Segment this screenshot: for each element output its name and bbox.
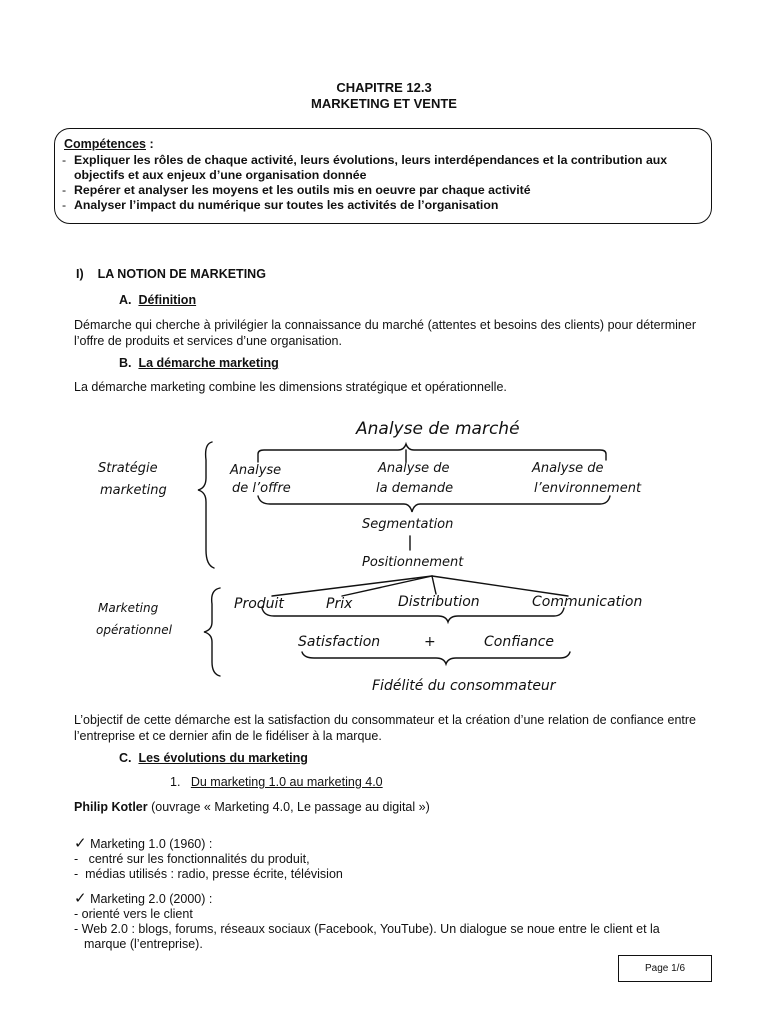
chapter-number: CHAPITRE 12.3 (336, 80, 432, 95)
marketing-2-title: ✓ Marketing 2.0 (2000) : (74, 890, 213, 907)
diagram-analyse-demande-2: la demande (376, 481, 454, 496)
marketing-2-item-1: - orienté vers le client (74, 907, 193, 921)
demarche-text: La démarche marketing combine les dimensions stratégique et opérationnelle. (74, 380, 507, 394)
subsection-c1-heading: 1. Du marketing 1.0 au marketing 4.0 (170, 775, 383, 789)
competence-item-1: - Expliquer les rôles de chaque activité, leurs évolutions, leurs interdépendances et la contribution aux objectifs et aux enjeux d’une organisation donnée (62, 153, 668, 182)
diagram-analyse-environnement: Analyse de (532, 461, 604, 476)
diagram-operationnel-label-2: opérationnel (96, 623, 172, 637)
diagram-produit: Produit (234, 596, 284, 612)
competence-item-3: - Analyser l’impact du numérique sur toutes les activités de l’organisation (62, 198, 499, 212)
check-icon: ✓ (74, 890, 87, 907)
marketing-2-item-2-cont: marque (l’entreprise). (84, 937, 203, 951)
marketing-1-item-2: - médias utilisés : radio, presse écrite, télévision (74, 867, 343, 881)
diagram-analyse-offre: Analyse (230, 463, 282, 478)
subsection-c-heading: C. Les évolutions du marketing (119, 751, 308, 765)
definition-text: Démarche qui cherche à privilégier la connaissance du marché (attentes et besoins des clients) pour déterminer l’offre de produits et services d’une organisation. (74, 318, 696, 348)
diagram-confiance: Confiance (484, 634, 555, 650)
competences-title: Compétences : (64, 137, 154, 151)
subsection-b-heading: B. La démarche marketing (119, 356, 279, 370)
diagram-operationnel-label: Marketing (98, 601, 159, 615)
diagram-fidelite: Fidélité du consommateur (372, 678, 556, 694)
diagram-satisfaction: Satisfaction (298, 634, 381, 650)
kotler-reference: Philip Kotler (ouvrage « Marketing 4.0, Le passage au digital ») (74, 800, 430, 814)
marketing-1-title: ✓ Marketing 1.0 (1960) : (74, 835, 213, 852)
diagram-segmentation: Segmentation (362, 517, 454, 532)
marketing-2-item-2: - Web 2.0 : blogs, forums, réseaux sociaux (Facebook, YouTube). Un dialogue se noue entre le client et la (74, 922, 660, 936)
diagram-analyse-offre-2: de l’offre (232, 481, 291, 496)
diagram-analyse-environnement-2: l’environnement (534, 481, 642, 496)
diagram-plus: + (424, 634, 436, 650)
check-icon: ✓ (74, 835, 87, 852)
marketing-process-diagram (0, 400, 768, 700)
diagram-analyse-marche: Analyse de marché (356, 419, 520, 439)
marketing-1-item-1: - centré sur les fonctionnalités du produit, (74, 852, 310, 866)
diagram-strategie-label: Stratégie (98, 461, 158, 476)
diagram-prix: Prix (326, 596, 353, 612)
page-title: MARKETING ET VENTE (311, 96, 457, 111)
competence-item-2: - Repérer et analyser les moyens et les outils mis en oeuvre par chaque activité (62, 183, 531, 197)
diagram-communication: Communication (532, 594, 643, 610)
section-heading: I) LA NOTION DE MARKETING (76, 267, 266, 281)
diagram-distribution: Distribution (398, 594, 480, 610)
diagram-analyse-demande: Analyse de (378, 461, 450, 476)
diagram-positionnement: Positionnement (362, 555, 464, 570)
diagram-strategie-label-2: marketing (100, 483, 167, 498)
objectif-text: L’objectif de cette démarche est la satisfaction du consommateur et la création d’une relation de confiance entre l’entreprise et ce dernier afin de le fidéliser à la marque. (74, 713, 696, 743)
subsection-a-heading: A. Définition (119, 293, 197, 307)
page-number: Page 1/6 (618, 955, 712, 982)
